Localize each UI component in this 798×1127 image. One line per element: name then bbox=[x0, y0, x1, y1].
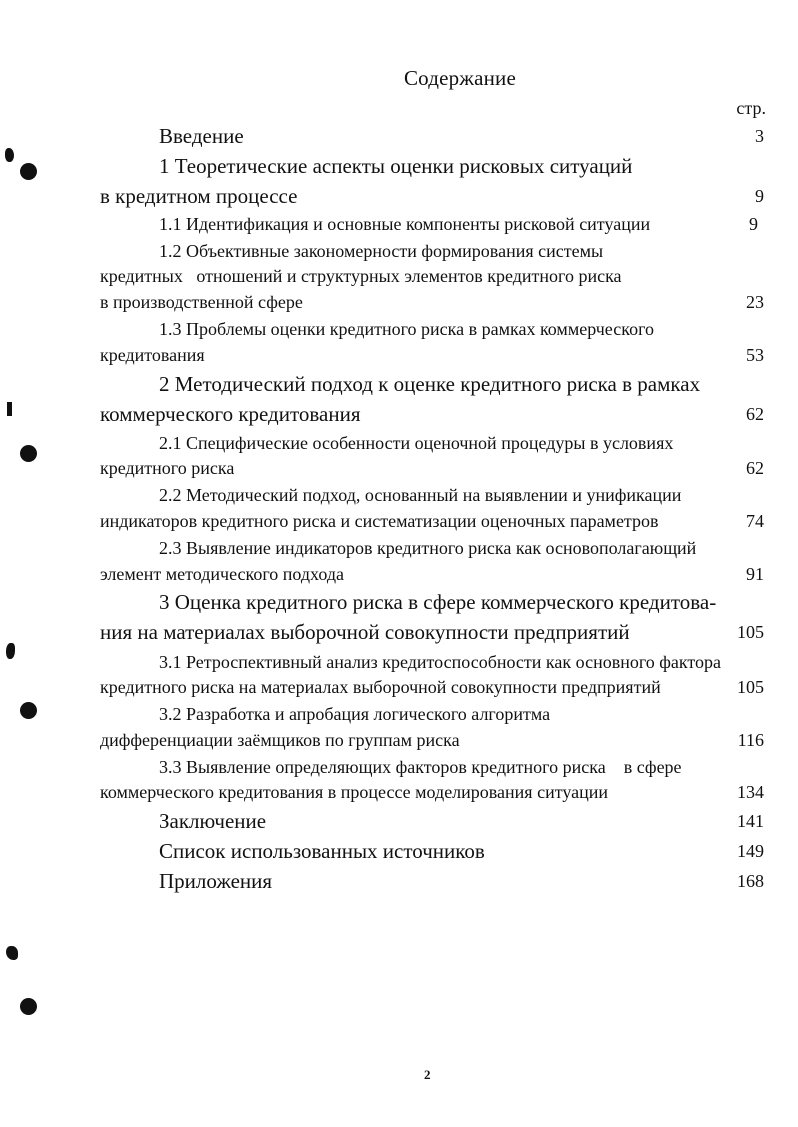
binder-hole-2 bbox=[20, 445, 37, 462]
toc-chapter3-page: 105 bbox=[737, 622, 764, 642]
toc-section-1-3-line2: кредитования bbox=[100, 345, 205, 365]
toc-section-1-2-page: 23 bbox=[746, 292, 764, 312]
toc-section-3-1-line2: кредитного риска на материалах выборочной совокупности предприятий bbox=[100, 677, 661, 697]
toc-section-3-2-page: 116 bbox=[737, 730, 764, 750]
binder-hole-4 bbox=[20, 998, 37, 1015]
toc-section-1-3-page: 53 bbox=[746, 345, 764, 365]
toc-chapter1-line1: 1 Теоретические аспекты оценки рисковых ситуаций bbox=[159, 154, 633, 178]
toc-section-2-1-page: 62 bbox=[746, 458, 764, 478]
toc-section-2-2-page: 74 bbox=[746, 511, 764, 531]
toc-section-2-1-line1: 2.1 Специфические особенности оценочной процедуры в условиях bbox=[159, 433, 674, 453]
toc-chapter2-line2: коммерческого кредитования bbox=[100, 402, 361, 426]
toc-section-1-2-line1: 1.2 Объективные закономерности формирования системы bbox=[159, 241, 604, 261]
toc-section-3-3-line2: коммерческого кредитования в процессе моделирования ситуации bbox=[100, 782, 608, 802]
toc-section-1-1-page: 9 bbox=[749, 214, 758, 234]
toc-conclusion-text: Заключение bbox=[159, 809, 267, 833]
toc-section-1-1: 1.1 Идентификация и основные компоненты рисковой ситуации bbox=[159, 214, 651, 234]
toc-section-2-3-line2: элемент методического подхода bbox=[100, 564, 344, 584]
toc-section-3-1-line1: 3.1 Ретроспективный анализ кредитоспособности как основного фактора bbox=[159, 652, 722, 672]
toc-section-2-3-line1: 2.3 Выявление индикаторов кредитного риска как основополагающий bbox=[159, 538, 697, 558]
toc-chapter2-page: 62 bbox=[746, 404, 764, 424]
toc-conclusion-page: 141 bbox=[737, 811, 764, 831]
scan-mark-2 bbox=[7, 402, 12, 416]
scan-mark-1 bbox=[5, 148, 14, 162]
page-column-label: стр. bbox=[736, 98, 766, 118]
toc-section-2-1-line2: кредитного риска bbox=[100, 458, 235, 478]
toc-appendix-text: Приложения bbox=[159, 869, 273, 893]
toc-section-1-3-line1: 1.3 Проблемы оценки кредитного риска в рамках коммерческого bbox=[159, 319, 654, 339]
binder-hole-3 bbox=[20, 702, 37, 719]
toc-section-3-1-page: 105 bbox=[737, 677, 764, 697]
toc-intro-page: 3 bbox=[755, 126, 764, 146]
binder-hole-1 bbox=[20, 163, 37, 180]
toc-chapter3-line2: ния на материалах выборочной совокупности предприятий bbox=[100, 620, 630, 644]
toc-appendix-page: 168 bbox=[737, 871, 764, 891]
toc-chapter2-line1: 2 Методический подход к оценке кредитного риска в рамках bbox=[159, 372, 701, 396]
toc-section-2-2-line2: индикаторов кредитного риска и систематизации оценочных параметров bbox=[100, 511, 659, 531]
toc-section-3-3-line1: 3.3 Выявление определяющих факторов кредитного риска в сфере bbox=[159, 757, 682, 777]
toc-section-1-2-line2: кредитных отношений и структурных элементов кредитного риска bbox=[100, 266, 622, 286]
toc-section-3-2-line1: 3.2 Разработка и апробация логического алгоритма bbox=[159, 704, 551, 724]
toc-section-3-3-page: 134 bbox=[737, 782, 764, 802]
toc-chapter1-line2: в кредитном процессе bbox=[100, 184, 298, 208]
scan-mark-4 bbox=[6, 946, 18, 960]
toc-chapter1-page: 9 bbox=[755, 186, 764, 206]
toc-sources-text: Список использованных источников bbox=[159, 839, 485, 863]
toc-chapter3-line1: 3 Оценка кредитного риска в сфере коммерческого кредитова- bbox=[159, 590, 717, 614]
toc-section-2-2-line1: 2.2 Методический подход, основанный на выявлении и унификации bbox=[159, 485, 682, 505]
toc-section-2-3-page: 91 bbox=[746, 564, 764, 584]
toc-sources-page: 149 bbox=[737, 841, 764, 861]
scan-mark-3 bbox=[6, 643, 15, 659]
page-number: 2 bbox=[424, 1067, 431, 1082]
page-title: Содержание bbox=[403, 66, 517, 90]
toc-section-1-2-line3: в производственной сфере bbox=[100, 292, 303, 312]
toc-section-3-2-line2: дифференциации заёмщиков по группам риска bbox=[100, 730, 460, 750]
toc-intro-text: Введение bbox=[159, 124, 244, 148]
